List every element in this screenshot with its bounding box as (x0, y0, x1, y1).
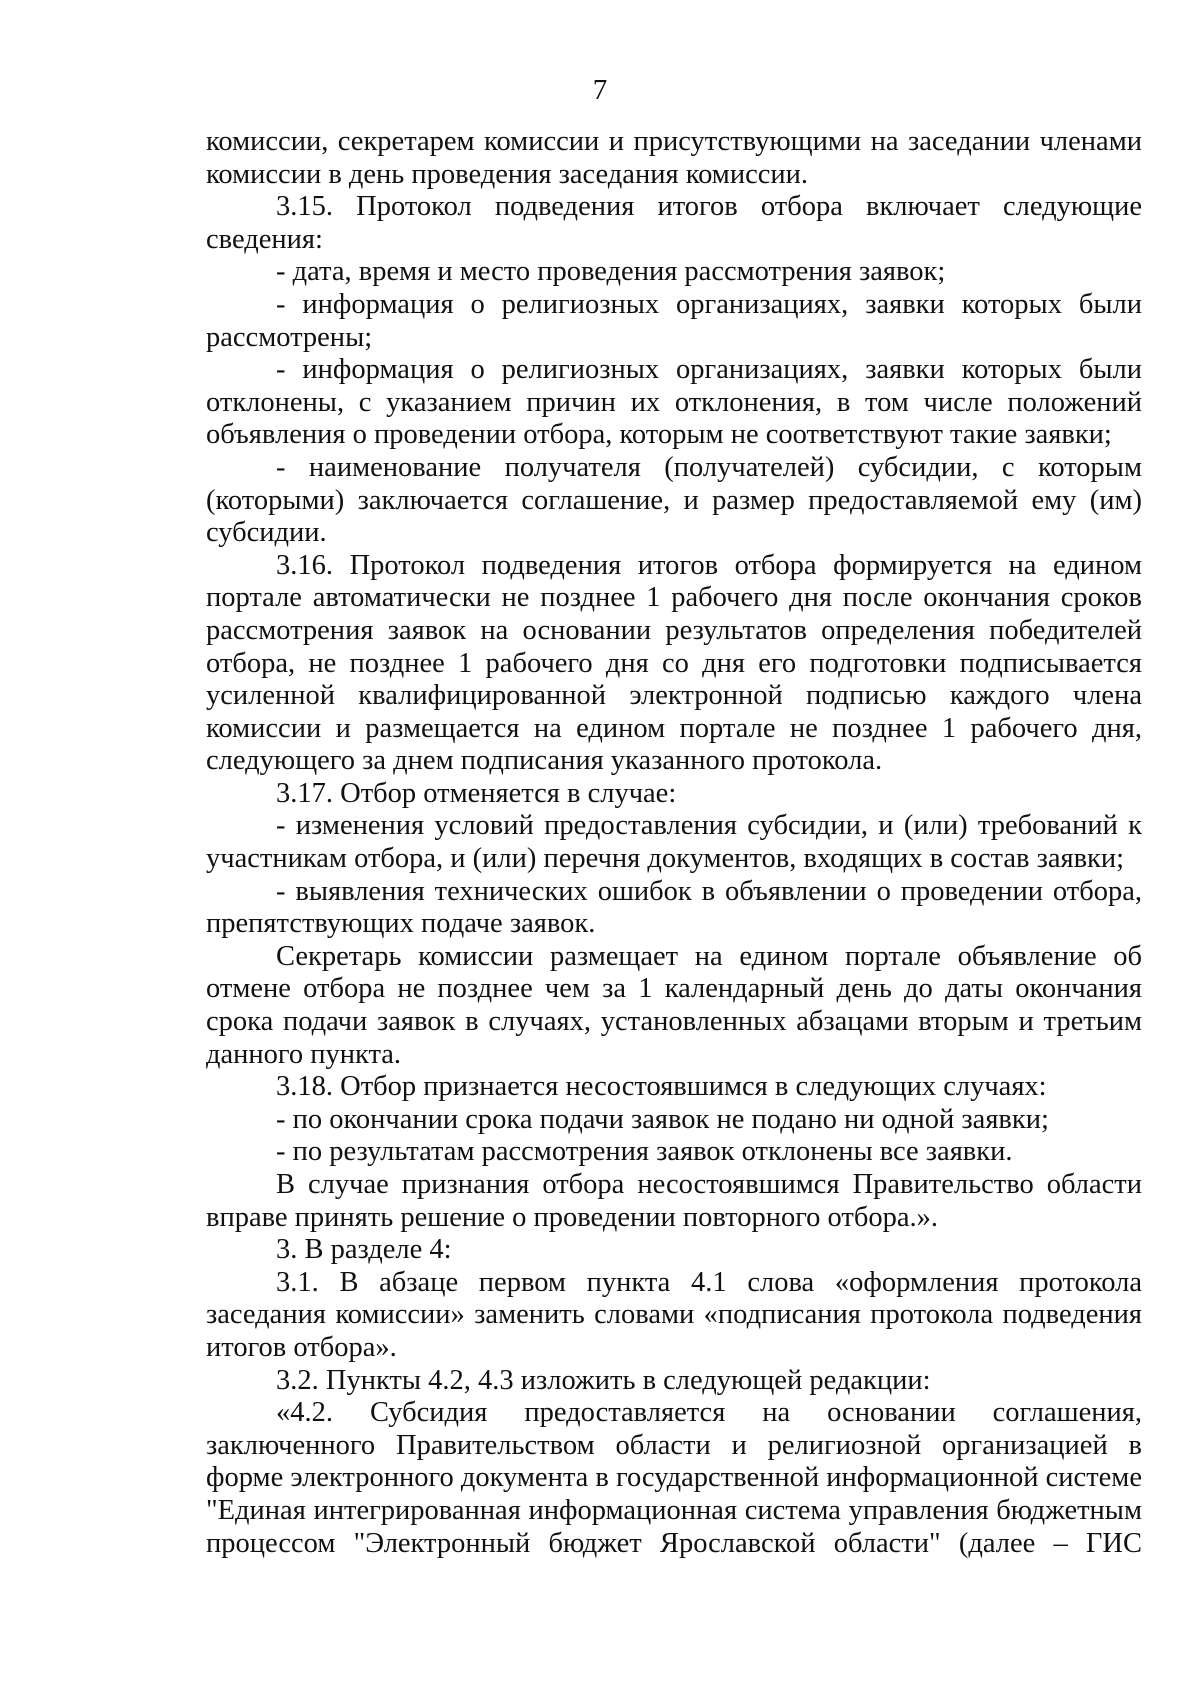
paragraph: 3.16. Протокол подведения итогов отбора формируется на едином портале автоматически не позднее 1 рабочего дня после окончания сроков рассмотрения заявок на основании результатов определения победителей отбора, не позднее 1 рабочего дня со дня его подготовки подписывается усиленной квалифицированной электронной подписью каждого члена комиссии и размещается на едином портале не позднее 1 рабочего дня, следующего за днем подписания указанного протокола. (206, 549, 1142, 777)
paragraph: комиссии, секретарем комиссии и присутствующими на заседании членами комиссии в день проведения заседания комиссии. (206, 126, 1142, 190)
paragraph: - дата, время и место проведения рассмотрения заявок; (276, 256, 946, 288)
paragraph: 3.1. В абзаце первом пункта 4.1 слова «оформления протокола заседания комиссии» заменить словами «подписания протокола подведения итогов отбора». (206, 1266, 1142, 1363)
document-body (206, 126, 1142, 1560)
paragraph: - информация о религиозных организациях, заявки которых были рассмотрены; (206, 288, 1142, 353)
paragraph: 3. В разделе 4: (276, 1234, 452, 1266)
paragraph: 3.15. Протокол подведения итогов отбора включает следующие сведения: (206, 191, 1142, 255)
paragraph: 3.18. Отбор признается несостоявшимся в следующих случаях: (276, 1071, 1047, 1103)
paragraph: Секретарь комиссии размещает на едином портале объявление об отмене отбора не позднее чем за 1 календарный день до даты окончания срока подачи заявок в случаях, установленных абзацами вторым и третьим данного пункта. (206, 940, 1142, 1070)
paragraph: «4.2. Субсидия предоставляется на основании соглашения, заключенного Правительством области и религиозной организацией в форме электронного документа в государственной информационной системе "Единая интегрированная информационная система управления бюджетным процессом "Электронный бюджет Ярославской области" (далее – ГИС (206, 1397, 1142, 1559)
paragraph: - информация о религиозных организациях, заявки которых были отклонены, с указанием причин их отклонения, в том числе положений объявления о проведении отбора, которым не соответствуют такие заявки; (206, 354, 1142, 451)
paragraph: 3.17. Отбор отменяется в случае: (276, 777, 677, 809)
paragraph: - изменения условий предоставления субсидии, и (или) требований к участникам отбора, и (или) перечня документов, входящих в состав заявки; (206, 810, 1142, 875)
page-number: 7 (592, 74, 608, 106)
paragraph: В случае признания отбора несостоявшимся Правительство области вправе принять решение о проведении повторного отбора.». (206, 1169, 1142, 1233)
paragraph: - выявления технических ошибок в объявлении о проведении отбора, препятствующих подаче заявок. (206, 875, 1142, 940)
paragraph: - наименование получателя (получателей) субсидии, с которым (которыми) заключается соглашение, и размер предоставляемой ему (им) субсидии. (206, 451, 1142, 549)
paragraph: - по окончании срока подачи заявок не подано ни одной заявки; (276, 1103, 1049, 1135)
paragraph: - по результатам рассмотрения заявок отклонены все заявки. (276, 1136, 1013, 1168)
paragraph: 3.2. Пункты 4.2, 4.3 изложить в следующей редакции: (276, 1364, 931, 1396)
